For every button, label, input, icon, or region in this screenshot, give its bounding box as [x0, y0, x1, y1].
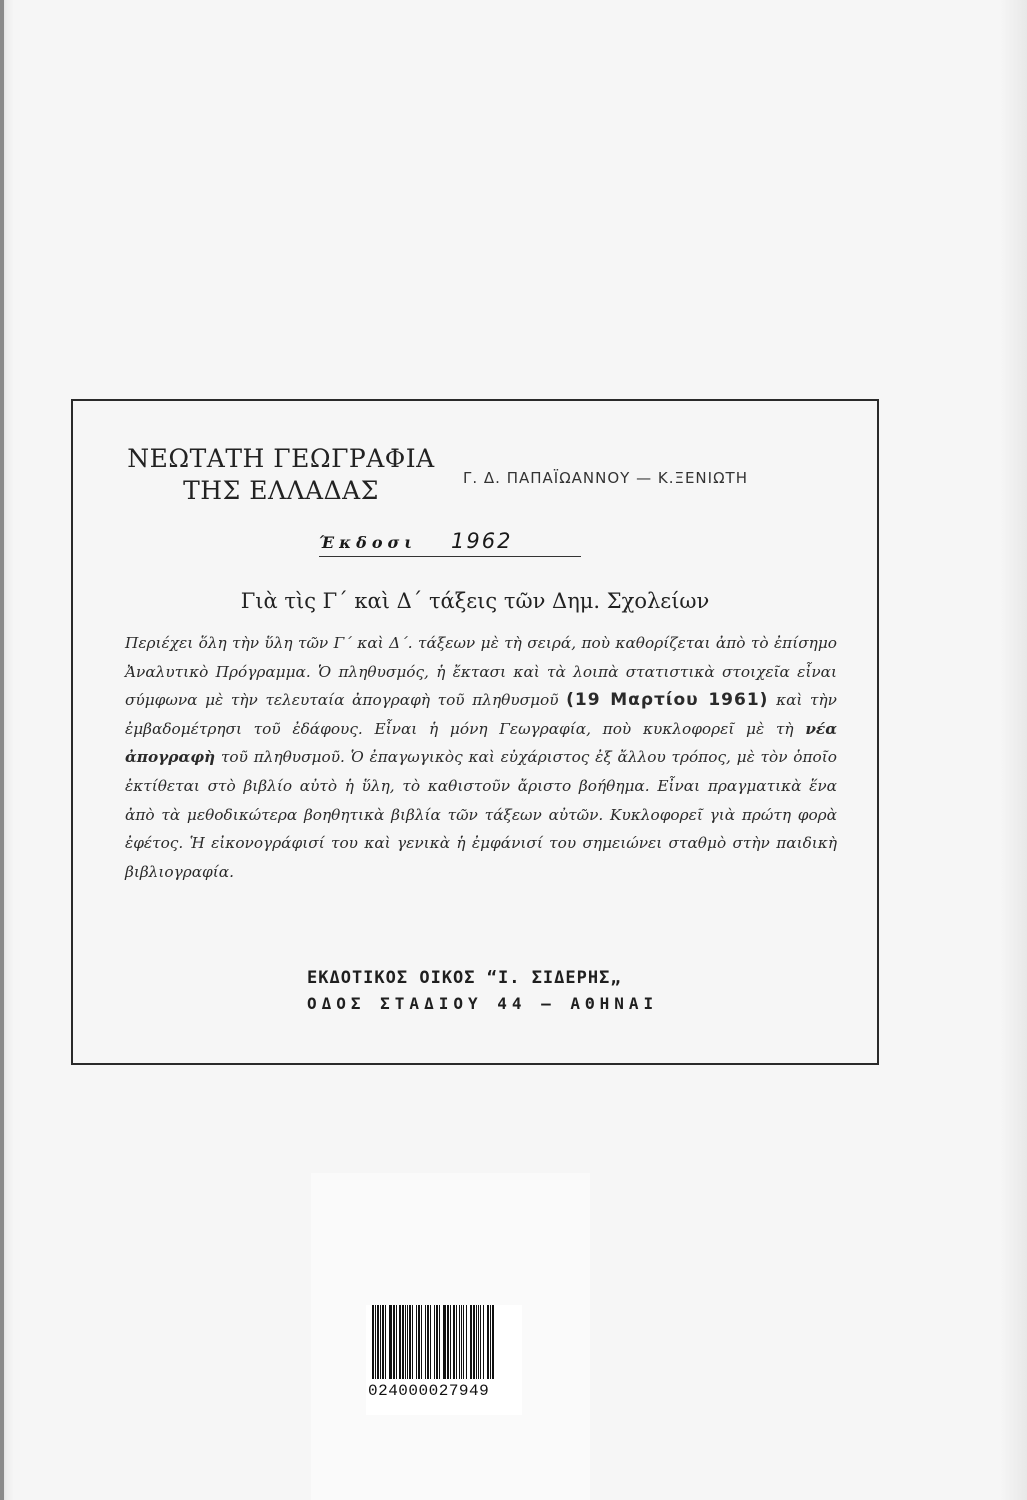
- barcode-bar: [450, 1305, 451, 1379]
- edition: [319, 529, 581, 557]
- barcode-bar: [418, 1305, 420, 1379]
- book-title: [121, 443, 441, 507]
- barcode-bar: [416, 1305, 417, 1379]
- barcode-bar: [459, 1305, 460, 1379]
- publisher: [307, 965, 658, 1017]
- barcode-bar: [483, 1305, 484, 1379]
- publisher-name: ΕΚΔΟΤΙΚΟΣ ΟΙΚΟΣ “Ι. ΣΙΔΕΡΗΣ„: [307, 968, 622, 988]
- page-edge: [0, 0, 4, 1500]
- barcode-bar: [393, 1305, 395, 1379]
- barcode-bar: [377, 1305, 379, 1379]
- barcode-bar: [425, 1305, 426, 1379]
- barcode-bar: [380, 1305, 381, 1379]
- authors: Γ. Δ. ΠΑΠΑΪΩΑΝΝΟΥ — Κ.ΞΕΝΙΩΤΗ: [463, 469, 748, 487]
- barcode-bar: [463, 1305, 464, 1379]
- barcode-bar: [409, 1305, 411, 1379]
- barcode-bar: [487, 1305, 489, 1379]
- barcode-bar: [478, 1305, 479, 1379]
- barcode-bar: [427, 1305, 429, 1379]
- barcode-bar: [447, 1305, 449, 1379]
- barcode-bar: [473, 1305, 475, 1379]
- barcode-bar: [492, 1305, 494, 1379]
- barcode-bar: [385, 1305, 386, 1379]
- description-emphasis: νέα ἀπογραφὴ: [125, 719, 837, 767]
- description-part1: Περιέχει ὅλη τὴν ὕλη τῶν Γ΄ καὶ Δ΄. τάξεων μὲ τὴ σειρά, ποὺ καθορίζεται ἀπὸ τὸ ἐπίσημο Ἀναλυτικὸ Πρόγραμμα. Ὁ πληθυσμός, ἡ ἔκτασι καὶ τὰ λοιπὰ στατιστικὰ στοιχεῖα εἶναι σύμφωνα μὲ τὴν τελευταία ἀπογραφὴ τοῦ πληθυσμοῦ: [125, 634, 837, 710]
- barcode-bar: [405, 1305, 406, 1379]
- barcode-bar: [466, 1305, 467, 1379]
- barcode-bar: [412, 1305, 413, 1379]
- barcode-bar: [407, 1305, 408, 1379]
- barcode-bar: [480, 1305, 481, 1379]
- barcode-bar: [443, 1305, 446, 1379]
- barcode-bar: [375, 1305, 376, 1379]
- census-date: (19 Μαρτίου 1961): [566, 690, 769, 711]
- barcode-bar: [421, 1305, 422, 1379]
- publisher-address: ΟΔΟΣ ΣΤΑΔΙΟΥ 44 — ΑΘΗΝΑΙ: [307, 994, 659, 1013]
- barcode-bar: [436, 1305, 438, 1379]
- description-part2: καὶ τὴν ἐμβαδομέτρησι τοῦ ἐδάφους. Εἶναι ἡ μόνη Γεωγραφία, ποὺ κυκλοφορεῖ μὲ τὴ: [125, 691, 837, 738]
- barcode-bar: [382, 1305, 384, 1379]
- barcode-bar: [439, 1305, 440, 1379]
- barcode-bar: [453, 1305, 455, 1379]
- barcode-bar: [396, 1305, 397, 1379]
- book-title-line2: ΤΗΣ ΕΛΛΑΔΑΣ: [183, 476, 379, 505]
- description-part3: τοῦ πληθυσμοῦ. Ὁ ἐπαγωγικὸς καὶ εὐχάριστος ἐξ ἄλλου τρόπος, μὲ τὸν ὁποῖο ἐκτίθεται στὸ βιβλίο αὐτὸ ἡ ὕλη, τὸ καθιστοῦν ἄριστο βοήθημα. Εἶναι πραγματικὰ ἕνα ἀπὸ τὰ μεθοδικώτερα βοηθητικὰ βιβλία τῶν τάξεων αὐτῶν. Κυκλοφορεῖ γιὰ πρώτη φορὰ ἐφέτος. Ἡ εἰκονογράφισί του καὶ γενικὰ ἡ ἐμφάνισί του σημειώνει σταθμὸ στὴν παιδικὴ βιβλιογραφία.: [125, 748, 837, 881]
- barcode-bar: [402, 1305, 404, 1379]
- description: [125, 629, 837, 886]
- barcode-bar: [461, 1305, 462, 1379]
- edition-label: Έκδοσι: [319, 533, 418, 552]
- barcode-bar: [490, 1305, 491, 1379]
- barcode-bar: [399, 1305, 401, 1379]
- book-title-line1: ΝΕΩΤΑΤΗ ΓΕΩΓΡΑΦΙΑ: [127, 444, 435, 473]
- subtitle: Γιὰ τὶς Γ΄ καὶ Δ΄ τάξεις τῶν Δημ. Σχολείων: [240, 589, 710, 613]
- barcode-bar: [476, 1305, 477, 1379]
- advertisement-box: [71, 399, 879, 1065]
- barcode-number: 024000027949: [368, 1382, 490, 1400]
- barcode-bar: [430, 1305, 431, 1379]
- barcode: [370, 1305, 518, 1383]
- barcode-bar: [456, 1305, 457, 1379]
- barcode-bar: [434, 1305, 435, 1379]
- barcode-bar: [389, 1305, 392, 1379]
- edition-year: 1962: [451, 529, 513, 553]
- barcode-bar: [470, 1305, 472, 1379]
- barcode-bar: [372, 1305, 374, 1379]
